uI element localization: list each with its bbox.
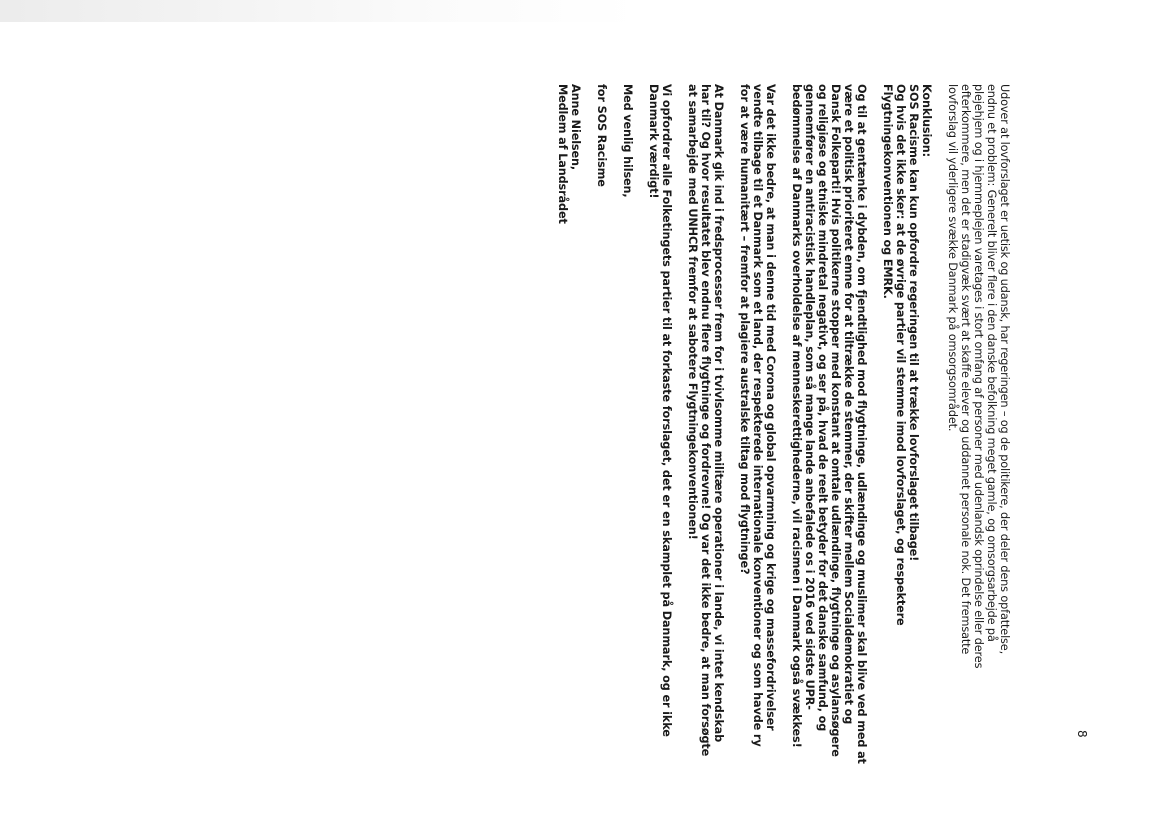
text-line: At Danmark gik ind i fredsprocesser frem for i tvivlsomme militære operationer i lande, vi intet kendskab	[712, 84, 725, 743]
paragraph-conclusion	[881, 84, 933, 734]
text-line: endnu et problem: Generelt bliver flere i den danske befolkning meget gamle, og omsorgsarbejde på	[985, 84, 998, 642]
text-line: Var det ikke bedre, at man i denne tid med Corona og global opvarmning og krige og massefordrivelser	[764, 84, 777, 731]
paragraph-appeal	[647, 84, 673, 737]
text-line: at samarbejde med UNHCR fremfor at sabotere Flygtningekonventionen!	[686, 84, 699, 540]
text-line: og religiøse og etniske mindretal negativt, og ser på, hvad de reelt betyder for det danske samfund, og	[816, 84, 829, 732]
text-line: lovforslag vil yderligere svække Danmark på omsorgsområdet.	[946, 84, 959, 432]
text-line: har til? Og hvor resultatet blev endnu flere flygtninge og fordrevne! Og var det ikke bedre, at man forsøgte	[699, 84, 712, 757]
conclusion-heading: Konklusion:	[920, 84, 933, 158]
text-line: være et politisk prioriteret emne for at tiltrække de stemmer, der skifter mellem Socialdemokratiet og	[842, 84, 855, 725]
paragraph-care-sector	[946, 84, 1011, 734]
text-line: for at være humanitært – fremfor at plagiere australske tiltag mod flygtninge?	[738, 84, 751, 575]
signature-block	[556, 84, 582, 734]
text-line: vendte tilbage til et Danmark som et land, der respekterede internationale konventioner og som havde ry	[751, 84, 764, 747]
text-line: Udover at lovforslaget er uetisk og udansk, har regeringen – og de politikere, der deler dens opfattelse,	[998, 84, 1011, 655]
text-line: bedømmelse af Danmarks overholdelse af menneskerettighederne, vil racismen i Danmark også svækkes!	[790, 84, 803, 748]
text-line: plejehjem og i hjemmeplejen varetages i stort omfang af personer med udenlandsk oprindelse eller deres	[972, 84, 985, 669]
text-line: Vi opfordrer alle Folketingets partier til at forkaste forslaget, det er en skamplet på Danmark, og er ikke	[660, 84, 673, 737]
signer-name: Anne Nielsen,	[569, 84, 582, 171]
text-line: Dansk Folkeparti! Hvis politikerne stopper med konstant at omtale udlændinge, flygtninge og asylansøgere	[829, 84, 842, 757]
greeting-text: Med venlig hilsen,	[621, 84, 634, 198]
text-line: Flygtningekonventionen og EMRK.	[881, 84, 894, 299]
page-number: 8	[1075, 730, 1089, 738]
letter-body	[543, 84, 1011, 764]
organization-text: for SOS Racisme	[595, 84, 608, 187]
paragraph-corona	[738, 84, 777, 747]
closing-organization	[595, 84, 608, 734]
closing-greeting	[621, 84, 634, 734]
text-line: efterkommere, men det er stadigvæk svært at skaffe elever og uddannet personale nok. Det fremsatte	[959, 84, 972, 655]
signer-role: Medlem af Landsrådet	[556, 84, 569, 224]
text-line: Danmark værdigt!	[647, 84, 660, 199]
paragraph-rethink	[790, 84, 868, 764]
text-line: gennemfører en antiracistisk handleplan, som så mange lande anbefalede os i 2016 ved sidste UPR-	[803, 84, 816, 710]
paragraph-peace	[686, 84, 725, 757]
text-line: Og hvis det ikke sker: at de øvrige partier vil stemme imod lovforslaget, og respektere	[894, 84, 907, 626]
text-line: Og til at gentænke i dybden, om fjendtlighed mod flygtninge, udlændinge og muslimer skal blive ved med at	[855, 84, 868, 764]
text-line: SOS Racisme kan kun opfordre regeringen til at trække lovforslaget tilbage!	[907, 84, 920, 562]
